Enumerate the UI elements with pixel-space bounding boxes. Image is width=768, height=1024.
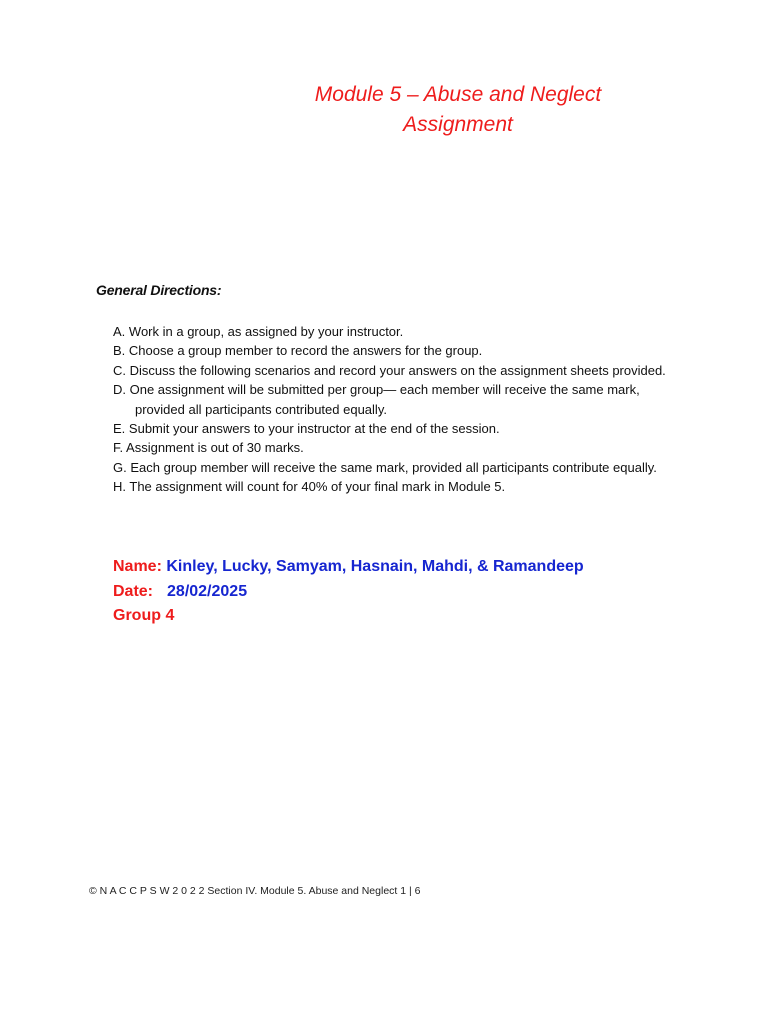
direction-letter: D. [113, 382, 126, 398]
direction-text: Choose a group member to record the answers for the group. [128, 343, 483, 359]
direction-letter: F. [113, 440, 124, 456]
direction-text: Discuss the following scenarios and record your answers on the assignment sheets provided. [129, 362, 666, 378]
direction-item-c [113, 361, 673, 380]
direction-text: Work in a group, as assigned by your instructor. [128, 324, 404, 339]
direction-letter: C. [113, 362, 126, 378]
direction-letter: A. [113, 324, 126, 339]
date-value: 28/02/2025 [167, 582, 248, 600]
direction-item-a [113, 322, 673, 341]
direction-item-d [113, 380, 673, 419]
page-footer: © N A C C P S W 2 0 2 2 Section IV. Module 5. Abuse and Neglect 1 | 6 [89, 885, 421, 897]
name-line [113, 555, 584, 580]
direction-letter: H. [113, 479, 126, 495]
date-label: Date: [113, 582, 154, 600]
direction-item-f [113, 438, 673, 457]
document-title [270, 80, 646, 140]
direction-text: Each group member will receive the same mark, provided all participants contribute equally. [130, 459, 657, 475]
general-directions-heading: General Directions: [96, 282, 222, 298]
title-line-2: Assignment [403, 113, 513, 136]
title-line-1: Module 5 – Abuse and Neglect [314, 83, 602, 106]
direction-letter: G. [113, 459, 127, 475]
direction-item-g [113, 458, 673, 477]
name-value: Kinley, Lucky, Samyam, Hasnain, Mahdi, & Ramandeep [166, 558, 584, 575]
submission-info [113, 555, 584, 629]
group-label: Group 4 [113, 607, 175, 624]
direction-letter: E. [113, 421, 126, 437]
name-label: Name: [113, 558, 162, 575]
date-line [113, 580, 584, 605]
direction-text: One assignment will be submitted per group— each member will receive the same mark, provided all participants contributed equally. [129, 382, 640, 417]
direction-item-e [113, 419, 673, 438]
direction-text: Submit your answers to your instructor at the end of the session. [128, 421, 500, 437]
direction-item-b [113, 341, 673, 360]
directions-list [113, 322, 673, 497]
direction-text: The assignment will count for 40% of your final mark in Module 5. [129, 479, 506, 495]
direction-letter: B. [113, 343, 126, 359]
direction-item-h [113, 477, 673, 496]
direction-text: Assignment is out of 30 marks. [126, 440, 304, 456]
